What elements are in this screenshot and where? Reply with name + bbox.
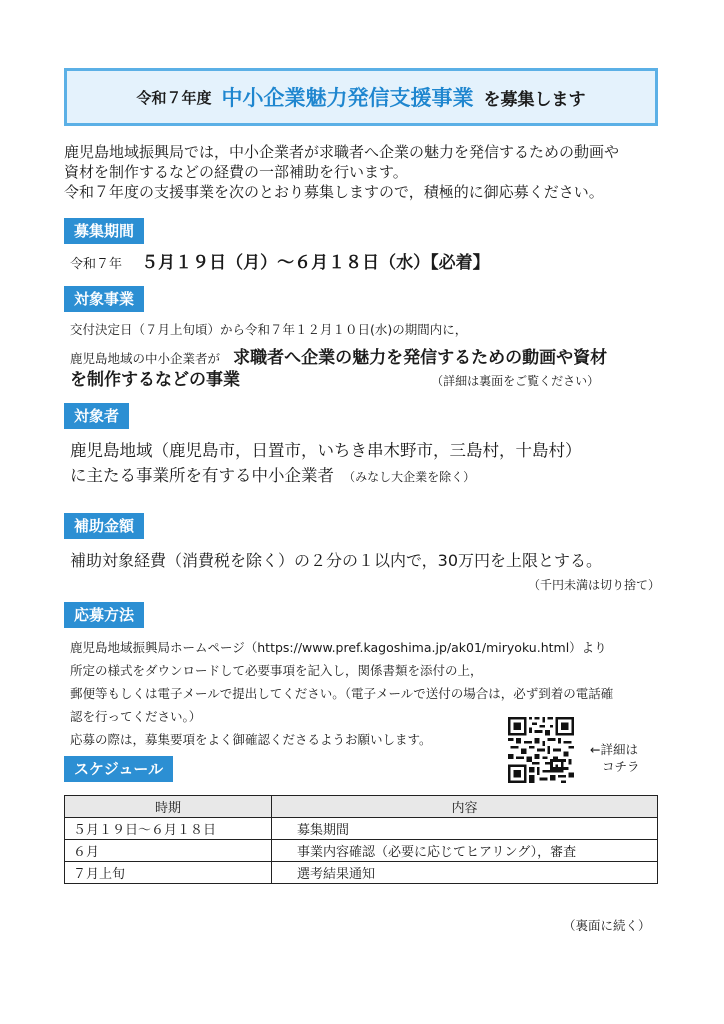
schedule-table (64, 795, 658, 884)
target-business-prefix: 鹿児島地域の中小企業者が (70, 351, 221, 366)
table-cell-period: ７月上旬 (65, 862, 272, 884)
table-cell-content: 事業内容確認（必要に応じてヒアリング），審査 (272, 840, 658, 862)
qr-code[interactable] (508, 717, 574, 783)
intro-line: 鹿児島地域振興局では，中小企業者が求職者へ企業の魅力を発信するための動画や (64, 143, 620, 161)
apply-line5: 応募の際は，募集要項をよく御確認くださるようお願いします。 (70, 732, 432, 747)
period-row (70, 248, 490, 273)
intro-line: 資材を制作するなどの経費の一部補助を行います。 (64, 163, 408, 181)
target-business-note: （詳細は裏面をご覧ください） (431, 374, 600, 388)
continued-note: （裏面に続く） (563, 918, 651, 933)
intro-line: 令和７年度の支援事業を次のとおり募集しますので，積極的に御応募ください。 (64, 183, 604, 201)
table-row (65, 840, 658, 862)
table-header-row (65, 796, 658, 818)
target-person-line1: 鹿児島地域（鹿児島市，日置市，いちき串木野市，三島村，十島村） (70, 441, 582, 460)
qr-label-details: ←詳細は (590, 742, 638, 757)
target-business-main-cont: を制作するなどの事業 (70, 370, 240, 390)
heading-target-person: 対象者 (64, 403, 129, 429)
title-banner (64, 68, 658, 126)
apply-line3: 郵便等もしくは電子メールで提出してください。（電子メールで送付の場合は，必ず到着の電話確 (70, 686, 614, 701)
title-suffix: を募集します (483, 89, 586, 110)
column-header-period: 時期 (65, 796, 272, 818)
period-range: ５月１９日（月）～６月１８日（水）【必着】 (141, 253, 490, 273)
heading-target-business: 対象事業 (64, 286, 144, 312)
target-person-line2 (70, 462, 475, 486)
heading-amount: 補助金額 (64, 513, 144, 539)
apply-line2: 所定の様式をダウンロードして必要事項を記入し，関係書類を添付の上， (70, 663, 483, 678)
qr-label-here: コチラ (602, 759, 640, 774)
table-cell-period: ５月１９日～６月１８日 (65, 818, 272, 840)
apply-line1: 鹿児島地域振興局ホームページ（https://www.pref.kagoshima.jp/ak01/miryoku.html）より (70, 640, 607, 655)
target-person-note: （みなし大企業を除く） (343, 470, 476, 484)
period-prefix: 令和７年 (70, 257, 123, 272)
target-business-main: 求職者へ企業の魅力を発信するための動画や資材 (233, 348, 608, 368)
column-header-content: 内容 (272, 796, 658, 818)
table-row (65, 818, 658, 840)
page-title: 中小企業魅力発信支援事業 (221, 86, 474, 110)
apply-line4: 認を行ってください。） (70, 709, 202, 724)
table-cell-content: 募集期間 (272, 818, 658, 840)
amount-line: 補助対象経費（消費税を除く）の２分の１以内で，30万円を上限とする。 (70, 551, 603, 570)
amount-note: （千円未満は切り捨て） (528, 578, 661, 592)
table-cell-content: 選考結果通知 (272, 862, 658, 884)
title-prefix: 令和７年度 (136, 88, 212, 107)
heading-period: 募集期間 (64, 218, 144, 244)
intro-text (64, 142, 684, 202)
table-row (65, 862, 658, 884)
target-person-main: に主たる事業所を有する中小企業者 (70, 466, 334, 485)
heading-apply: 応募方法 (64, 602, 144, 628)
table-cell-period: ６月 (65, 840, 272, 862)
target-business-line3 (70, 365, 599, 390)
heading-schedule: スケジュール (64, 756, 173, 782)
target-business-line1: 交付決定日（７月上旬頃）から令和７年１２月１０日(水)の期間内に， (70, 322, 468, 337)
